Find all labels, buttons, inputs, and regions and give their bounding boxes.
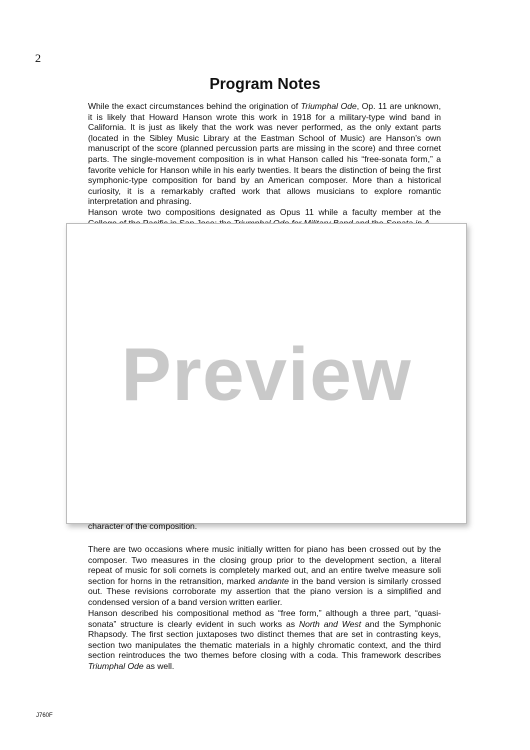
catalog-code: J760F xyxy=(36,713,53,719)
text-run: and the Symphonic Rhapsody. The first section juxtaposes two distinct themes that are set in contrasting keys, section two manipulates the thematic materials in a highly chromatic context, and the third section reintroduces the two themes before closing with a coda. This framework describes xyxy=(88,618,441,661)
text-run: in the band version is similarly crossed out. These revisions corroborate my assertion that the piano version is a simplified and condensed version of a band version written earlier. xyxy=(88,575,441,607)
text-run: as well. xyxy=(143,660,175,671)
preview-overlay xyxy=(66,223,467,524)
text-run: Hanson wrote two compositions designated as Opus 11 while a faculty member at the xyxy=(88,207,441,217)
text-run: , Op. 11 are unknown, it is likely that Howard Hanson wrote this work in 1918 for a military-type wind band in California. It is just as likely that the work was never performed, as the only extant parts (located in the Sibley Music Library at the Eastman School of Music) are Hanson’s own manuscript of the score (planned percussion parts are missing in the score) and three cornet parts. The single-movement composition is in what Hanson called his “free-sonata form,” a favorite vehicle for Hanson while in his early twenties. It bears the distinction of being the first symphonic-type composition for band by an American composer. More than a historical curiosity, it is a remarkably crafted work that allows musicians to explore romantic interpretation and phrasing. xyxy=(88,101,441,207)
text-run: There are two occasions where music initially written for piano has been crossed out by the composer. Two measures in the closing group prior to the development section, a literal repeat of music for soli cornets is completely marked out, and an entire twelve measure soli section for horns in the retransition, marked xyxy=(88,544,441,586)
italic-title-run: Triumphal Ode xyxy=(300,101,357,111)
paragraph-character xyxy=(88,521,441,532)
text-run: While the exact circumstances behind the origination of xyxy=(88,101,301,111)
italic-title-run: andante xyxy=(258,575,289,586)
text-run: Hanson described his compositional method as “free form,” although a three part, “quasi-sonata” structure is clearly evident in such works as xyxy=(88,608,441,629)
page-number: 2 xyxy=(35,51,41,65)
italic-title-run: Triumphal Ode xyxy=(88,660,144,671)
text-run: character of the composition. xyxy=(88,521,198,531)
italic-title-run: North and West xyxy=(298,618,362,629)
preview-watermark: Preview xyxy=(121,331,412,416)
paragraph-piano-crossed-out xyxy=(88,544,441,608)
paragraph-origination xyxy=(88,101,441,207)
page-title: Program Notes xyxy=(209,76,321,93)
paragraph-compositional-method xyxy=(88,608,441,672)
